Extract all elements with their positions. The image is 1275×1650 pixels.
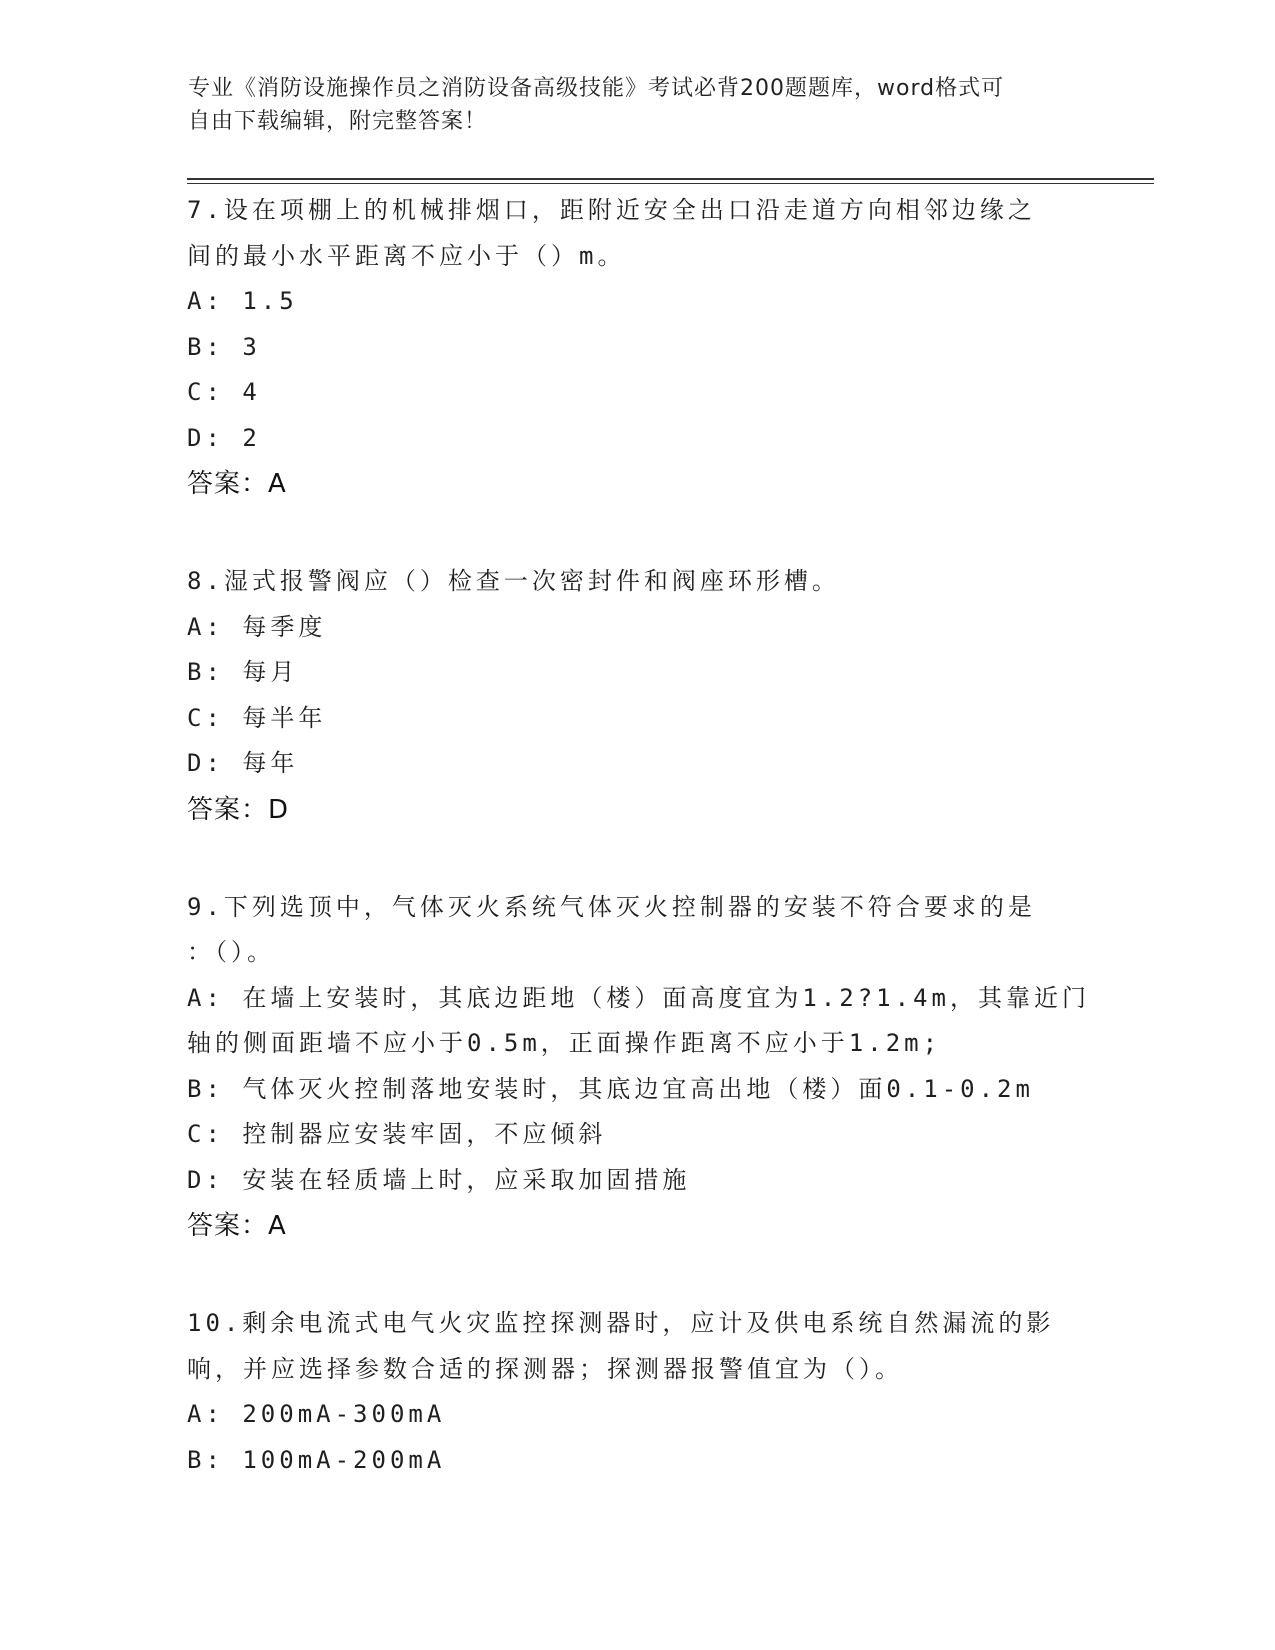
question-text: 间的最小水平距离不应小于（）m。 [187, 241, 626, 270]
answer-label: 答案：D [187, 794, 290, 825]
document-header [188, 72, 1068, 138]
option-b: B: 气体灭火控制落地安装时，其底边宜高出地（楼）面0.1-0.2m [187, 1074, 1034, 1103]
option-a-continued: 轴的侧面距墙不应小于0.5m，正面操作距离不应小于1.2m; [187, 1029, 942, 1057]
option-b: B: 3 [187, 332, 261, 361]
option-a: A: 每季度 [187, 612, 327, 641]
header-line-2: 自由下载编辑，附完整答案！ [188, 109, 488, 134]
question-text: 7.设在项棚上的机械排烟口，距附近安全出口沿走道方向相邻边缘之 [187, 196, 1036, 224]
question-item [187, 188, 1087, 507]
header-divider-thin [187, 183, 1154, 184]
option-a: A: 1.5 [187, 287, 298, 315]
question-item [187, 559, 1087, 833]
option-a: A: 在墙上安装时，其底边距地（楼）面高度宜为1.2?1.4m，其靠近门 [187, 983, 1090, 1012]
option-b: B: 100mA-200mA [187, 1445, 446, 1474]
header-line-1: 专业《消防设施操作员之消防设备高级技能》考试必背200题题库，word格式可 [188, 76, 1005, 101]
question-text: 10.剩余电流式电气火灾监控探测器时，应计及供电系统自然漏流的影 [187, 1309, 1055, 1337]
answer-label: 答案：A [187, 1211, 287, 1241]
option-b: B: 每月 [187, 658, 299, 686]
option-d: D: 每年 [187, 749, 299, 777]
question-list [187, 188, 1090, 1535]
question-text: ：（）。 [187, 938, 275, 966]
option-a: A: 200mA-300mA [187, 1400, 446, 1428]
question-text: 8.湿式报警阀应（）检查一次密封件和阀座环形槽。 [187, 567, 840, 595]
option-c: C: 控制器应安装牢固，不应倾斜 [187, 1120, 607, 1148]
question-item [187, 1301, 1087, 1483]
question-text: 9.下列选顶中，气体灭火系统气体灭火控制器的安装不符合要求的是 [187, 892, 1036, 921]
question-item [187, 885, 1090, 1250]
option-c: C: 每半年 [187, 703, 327, 732]
answer-label: 答案：A [187, 469, 287, 499]
option-d: D: 安装在轻质墙上时，应采取加固措施 [187, 1165, 691, 1194]
option-c: C: 4 [187, 378, 261, 406]
question-text: 响，并应选择参数合适的探测器；探测器报警值宜为（）。 [187, 1354, 903, 1383]
option-d: D: 2 [187, 423, 261, 452]
header-divider-thick [187, 178, 1154, 180]
